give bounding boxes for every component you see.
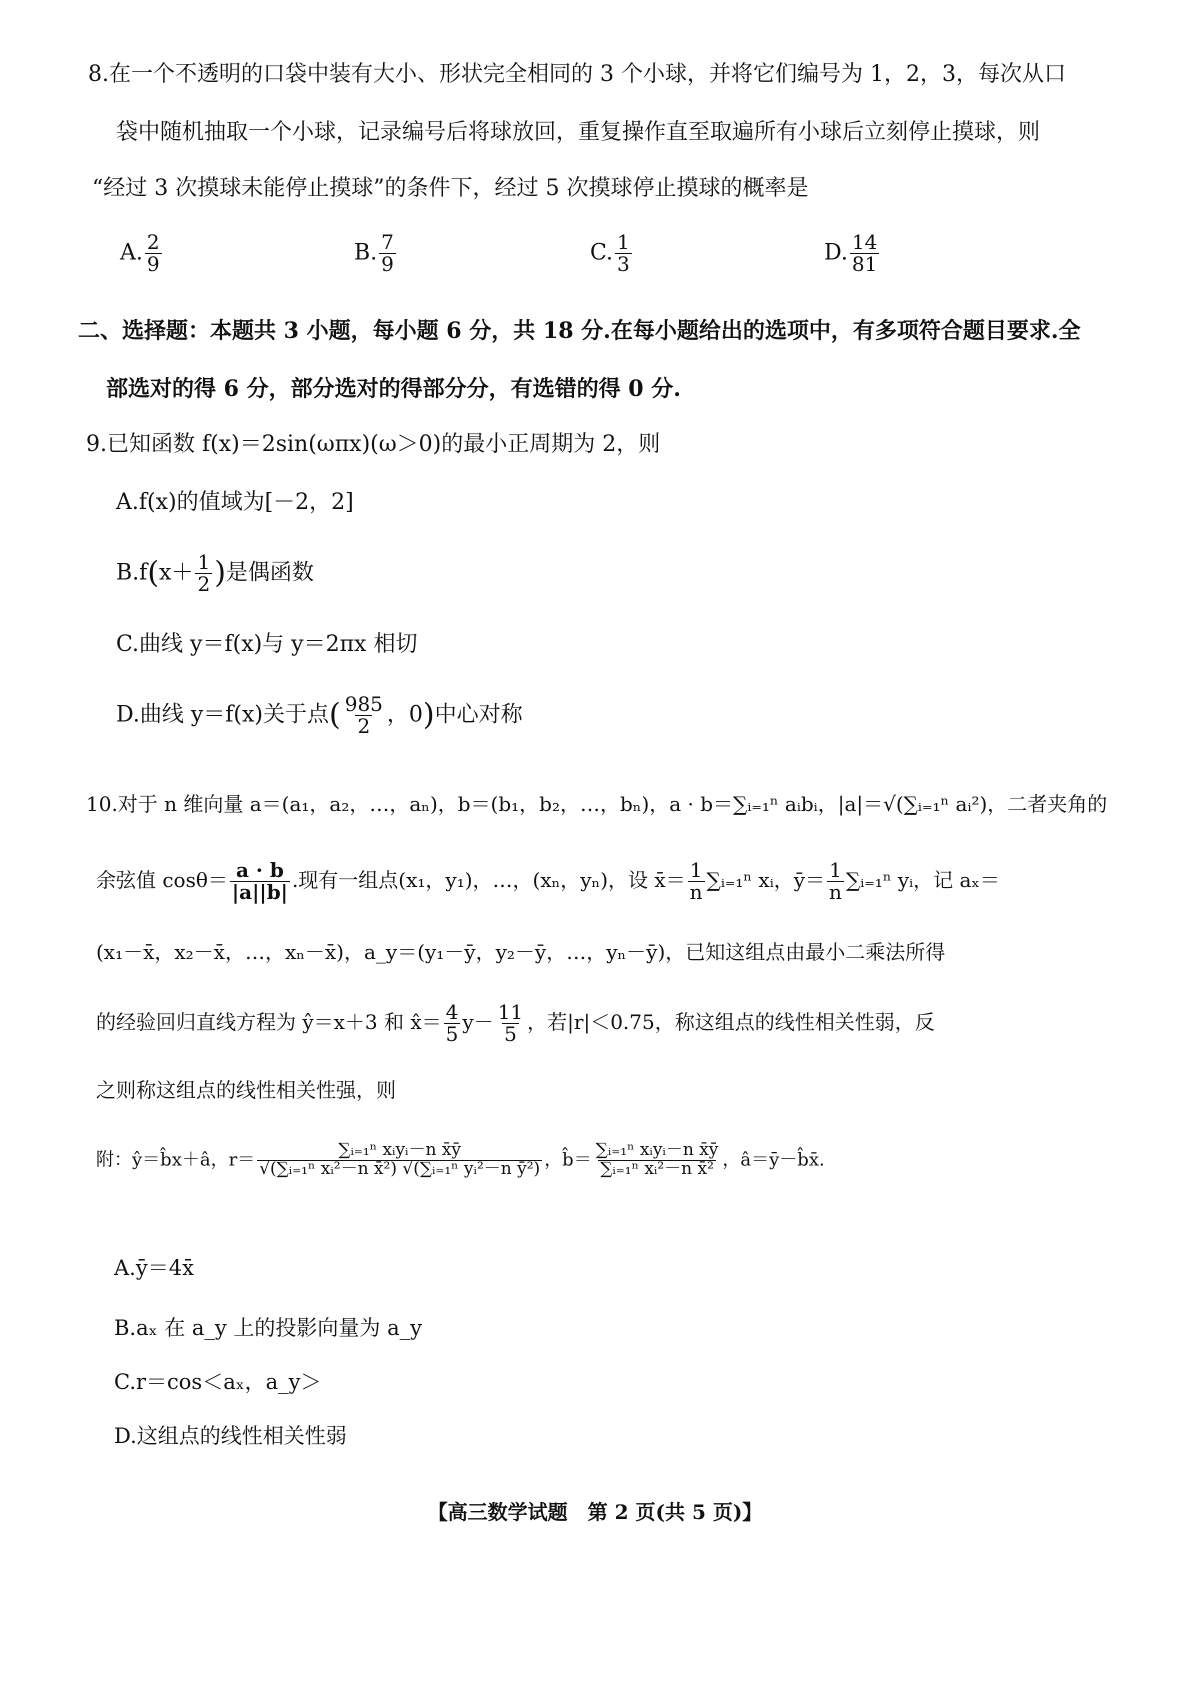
q9-option-d-den: 2 xyxy=(357,714,371,738)
q8-option-a xyxy=(120,232,164,275)
q10-line-2 xyxy=(96,860,1000,903)
q10-option-d: D.这组点的线性相关性弱 xyxy=(114,1424,347,1448)
q9-option-d-num: 985 xyxy=(344,692,383,716)
q10-line-4-frac-1-num: 4 xyxy=(445,1000,459,1024)
q8-line-3: “经过 3 次摸球未能停止摸球”的条件下，经过 5 次摸球停止摸球的概率是 xyxy=(92,176,809,201)
q10-line-2-mid: .现有一组点(x₁，y₁)，…，(xₙ，yₙ)，设 x̄＝ xyxy=(291,868,686,892)
q10-b-fraction xyxy=(594,1142,721,1179)
q10-appendix-pre: 附：ŷ＝b̂x＋â，r＝ xyxy=(96,1149,256,1171)
q10-appendix-post: ，â＝ȳ－b̂x̄. xyxy=(722,1149,825,1171)
q9-option-b-inner: x＋ xyxy=(159,560,194,586)
q9-option-b-pre: B.f xyxy=(116,560,148,586)
q8-option-d-num: 14 xyxy=(851,230,878,254)
q8-option-a-label: A. xyxy=(120,240,143,266)
section2-line-2: 部选对的得 6 分，部分选对的得部分分，有选错的得 0 分. xyxy=(106,376,681,402)
q9-option-b xyxy=(116,552,314,595)
q10-ybar-fraction xyxy=(827,860,844,903)
q9-stem: 9.已知函数 f(x)＝2sin(ωπx)(ω＞0)的最小正周期为 2，则 xyxy=(86,432,661,457)
q9-option-d-mid: ，0 xyxy=(386,702,423,728)
q8-option-c-fraction xyxy=(615,232,632,275)
q9-option-d-rparen: ) xyxy=(422,697,435,733)
q9-option-b-den: 2 xyxy=(197,572,211,596)
q10-b-den: ∑ᵢ₌₁ⁿ xᵢ²－n x̄² xyxy=(600,1158,714,1179)
q10-xbar-den: n xyxy=(689,880,703,904)
q10-line-2-pre: 余弦值 cosθ＝ xyxy=(96,868,228,892)
q10-line-3: (x₁－x̄，x₂－x̄，…，xₙ－x̄)，a_y＝(y₁－ȳ，y₂－ȳ，…，yₙ－ȳ)，已知这组点由最小二乘法所得 xyxy=(96,940,946,964)
q9-option-b-fraction xyxy=(195,552,212,595)
q8-option-c-num: 1 xyxy=(617,230,630,254)
q9-option-d-lparen: ( xyxy=(329,697,341,733)
q8-option-a-fraction xyxy=(145,232,162,275)
q8-option-c-den: 3 xyxy=(617,252,630,276)
q10-r-num: ∑ᵢ₌₁ⁿ xᵢyᵢ－n x̄ȳ xyxy=(338,1140,462,1160)
q10-line-4-post: ，若|r|＜0.75，称这组点的线性相关性弱，反 xyxy=(527,1010,935,1034)
q8-option-d-label: D. xyxy=(824,240,848,266)
q9-option-b-num: 1 xyxy=(197,550,211,574)
q8-option-d xyxy=(824,232,881,275)
q8-option-b-num: 7 xyxy=(381,230,394,254)
q8-line-2: 袋中随机抽取一个小球，记录编号后将球放回，重复操作直至取遍所有小球后立刻停止摸球，则 xyxy=(116,120,1041,145)
q9-option-d-pre: D.曲线 y＝f(x)关于点 xyxy=(116,702,329,728)
q8-option-b-fraction xyxy=(379,232,396,275)
q10-line-4-mid: y－ xyxy=(462,1010,494,1034)
q9-option-d xyxy=(116,694,523,737)
q10-xbar-num: 1 xyxy=(689,858,703,882)
q10-line-5: 之则称这组点的线性相关性强，则 xyxy=(96,1078,396,1102)
q8-option-d-fraction xyxy=(850,232,879,275)
q10-ybar-den: n xyxy=(829,880,842,904)
q10-appendix xyxy=(96,1142,825,1179)
q9-option-d-post: 中心对称 xyxy=(434,702,523,728)
q10-xbar-fraction xyxy=(688,860,705,903)
q10-option-a: A.ȳ＝4x̄ xyxy=(114,1256,194,1280)
q8-option-b xyxy=(354,232,398,275)
q10-cos-den: |a||b| xyxy=(231,880,288,904)
q9-option-b-lparen: ( xyxy=(147,555,160,591)
q10-line-2-post: ∑ᵢ₌₁ⁿ yᵢ，记 aₓ＝ xyxy=(845,868,1000,892)
q10-ybar-num: 1 xyxy=(829,858,842,882)
q10-option-c: C.r＝cos＜aₓ，a_y＞ xyxy=(114,1370,322,1394)
q8-option-c-label: C. xyxy=(590,240,614,266)
q8-option-d-den: 81 xyxy=(851,252,878,276)
q9-option-b-rparen: ) xyxy=(214,555,226,591)
q10-line-1: 10.对于 n 维向量 a＝(a₁，a₂，…，aₙ)，b＝(b₁，b₂，…，bₙ)，a · b＝∑ᵢ₌₁ⁿ aᵢbᵢ，|a|＝√(∑ᵢ₌₁ⁿ aᵢ²)，二者夹角的 xyxy=(86,792,1108,816)
q8-option-b-den: 9 xyxy=(381,252,394,276)
q10-r-fraction xyxy=(257,1142,542,1179)
q10-line-4-frac-2-num: 11 xyxy=(497,1000,524,1024)
q8-option-c xyxy=(590,232,634,275)
q10-r-den: √(∑ᵢ₌₁ⁿ xᵢ²－n x̄²) √(∑ᵢ₌₁ⁿ yᵢ²－n ȳ²) xyxy=(259,1158,541,1179)
q10-cos-num: a · b xyxy=(236,858,284,882)
q9-option-a: A.f(x)的值域为[－2，2] xyxy=(116,490,354,515)
q10-line-4-frac-1-den: 5 xyxy=(445,1022,459,1046)
q10-line-4 xyxy=(96,1002,935,1045)
q9-option-d-fraction xyxy=(343,694,385,737)
q8-option-a-num: 2 xyxy=(146,230,160,254)
q8-option-a-den: 9 xyxy=(146,252,160,276)
q10-b-pre: ，b̂＝ xyxy=(544,1149,592,1171)
page-footer: 【高三数学试题 第 2 页(共 5 页)】 xyxy=(427,1500,763,1524)
q10-cos-fraction xyxy=(230,860,290,903)
q10-line-4-frac-2 xyxy=(496,1002,525,1045)
q8-option-b-label: B. xyxy=(354,240,378,266)
q9-option-b-post: 是偶函数 xyxy=(225,560,314,586)
q9-option-c: C.曲线 y＝f(x)与 y＝2πx 相切 xyxy=(116,632,418,657)
q10-line-4-frac-2-den: 5 xyxy=(504,1022,517,1046)
section2-line-1: 二、选择题：本题共 3 小题，每小题 6 分，共 18 分.在每小题给出的选项中，有多项符合题目要求.全 xyxy=(78,318,1081,344)
q10-line-2-mid2: ∑ᵢ₌₁ⁿ xᵢ，ȳ＝ xyxy=(706,868,826,892)
q10-line-4-frac-1 xyxy=(444,1002,461,1045)
q10-b-num: ∑ᵢ₌₁ⁿ xᵢyᵢ－n x̄ȳ xyxy=(595,1140,719,1160)
q8-line-1: 8.在一个不透明的口袋中装有大小、形状完全相同的 3 个小球，并将它们编号为 1，2，3，每次从口 xyxy=(88,62,1066,87)
q10-line-4-pre: 的经验回归直线方程为 ŷ＝x＋3 和 x̂＝ xyxy=(96,1010,442,1034)
q10-option-b: B.aₓ 在 a_y 上的投影向量为 a_y xyxy=(114,1316,422,1340)
